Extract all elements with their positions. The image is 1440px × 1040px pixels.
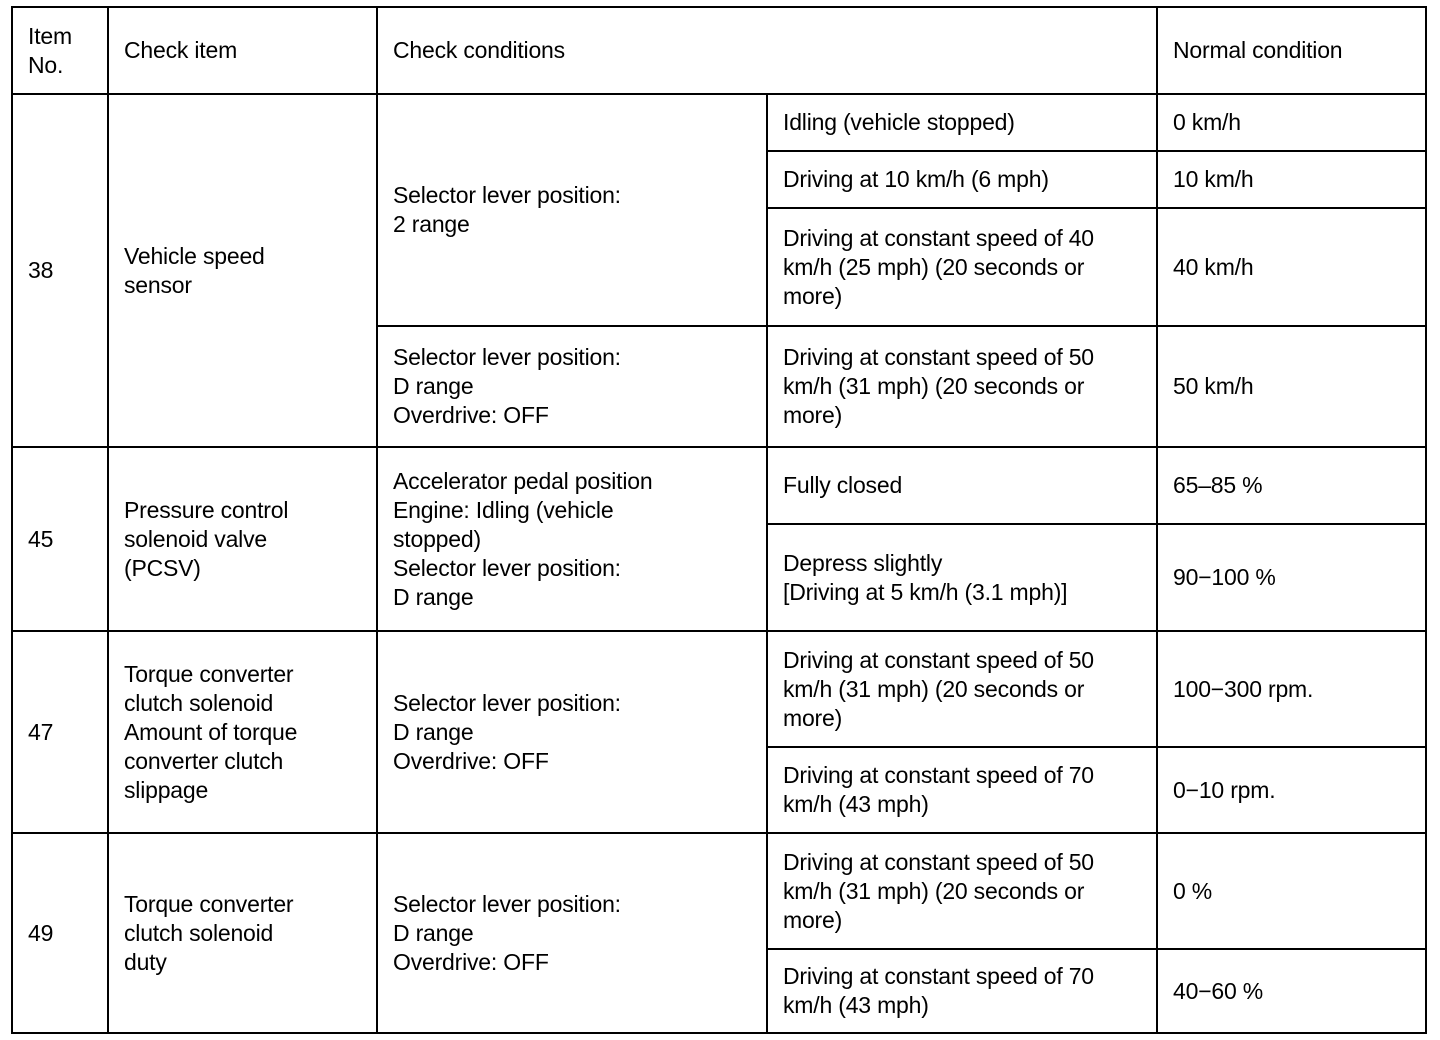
normal-value: 0 % (1157, 833, 1426, 949)
normal-value: 10 km/h (1157, 151, 1426, 208)
normal-value: 65–85 % (1157, 447, 1426, 524)
table-header-row (12, 7, 1426, 94)
table-row (12, 631, 1426, 747)
check-condition: Selector lever position: D range Overdrive: OFF (377, 631, 767, 833)
table-row (12, 447, 1426, 524)
inspection-table (11, 6, 1427, 1034)
normal-value: 0−10 rpm. (1157, 747, 1426, 833)
condition-detail: Driving at constant speed of 50 km/h (31 mph) (20 seconds or more) (767, 631, 1157, 747)
header-check-item: Check item (108, 7, 377, 94)
condition-detail: Driving at constant speed of 70 km/h (43 mph) (767, 747, 1157, 833)
check-item: Torque converter clutch solenoid Amount of torque converter clutch slippage (108, 631, 377, 833)
condition-detail: Fully closed (767, 447, 1157, 524)
normal-value: 100−300 rpm. (1157, 631, 1426, 747)
table-row (12, 94, 1426, 151)
item-number: 45 (12, 447, 108, 631)
normal-value: 90−100 % (1157, 524, 1426, 631)
condition-detail: Driving at constant speed of 50 km/h (31 mph) (20 seconds or more) (767, 833, 1157, 949)
condition-detail: Driving at constant speed of 70 km/h (43 mph) (767, 949, 1157, 1033)
normal-value: 40−60 % (1157, 949, 1426, 1033)
check-item: Pressure control solenoid valve (PCSV) (108, 447, 377, 631)
condition-detail: Depress slightly [Driving at 5 km/h (3.1 mph)] (767, 524, 1157, 631)
check-condition: Selector lever position: D range Overdrive: OFF (377, 326, 767, 447)
item-number: 49 (12, 833, 108, 1033)
check-condition: Selector lever position: 2 range (377, 94, 767, 326)
header-item-no: Item No. (12, 7, 108, 94)
condition-detail: Driving at constant speed of 40 km/h (25 mph) (20 seconds or more) (767, 208, 1157, 326)
normal-value: 0 km/h (1157, 94, 1426, 151)
header-normal-condition: Normal condition (1157, 7, 1426, 94)
check-item: Torque converter clutch solenoid duty (108, 833, 377, 1033)
normal-value: 50 km/h (1157, 326, 1426, 447)
check-item: Vehicle speed sensor (108, 94, 377, 447)
condition-detail: Driving at 10 km/h (6 mph) (767, 151, 1157, 208)
condition-detail: Driving at constant speed of 50 km/h (31 mph) (20 seconds or more) (767, 326, 1157, 447)
table-row (12, 833, 1426, 949)
condition-detail: Idling (vehicle stopped) (767, 94, 1157, 151)
check-condition: Accelerator pedal position Engine: Idling (vehicle stopped) Selector lever position: D range (377, 447, 767, 631)
check-condition: Selector lever position: D range Overdrive: OFF (377, 833, 767, 1033)
normal-value: 40 km/h (1157, 208, 1426, 326)
header-check-conditions: Check conditions (377, 7, 1157, 94)
item-number: 38 (12, 94, 108, 447)
item-number: 47 (12, 631, 108, 833)
